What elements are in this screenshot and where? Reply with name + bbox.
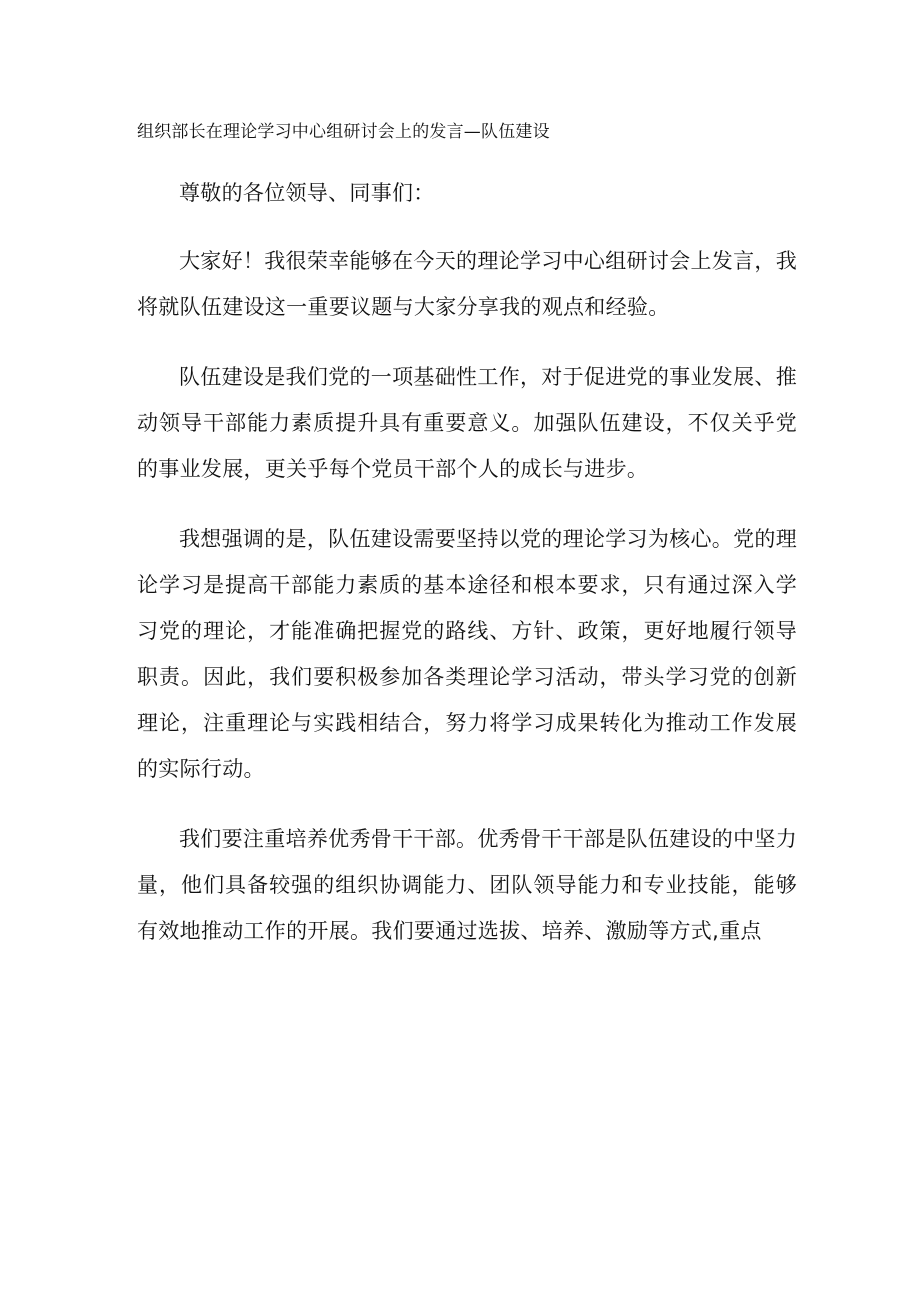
document-body [137, 170, 797, 978]
paragraph-team-building-importance: 队伍建设是我们党的一项基础性工作，对于促进党的事业发展、推动领导干部能力素质提升具有重要意义。加强队伍建设，不仅关乎党的事业发展，更关乎每个党员干部个人的成长与进步。 [137, 365, 797, 481]
paragraph-backbone-cadres: 我们要注重培养优秀骨干干部。优秀骨干干部是队伍建设的中坚力量，他们具备较强的组织协调能力、团队领导能力和专业技能，能够有效地推动工作的开展。我们要通过选拔、培养、激励等方式,重点 [137, 827, 797, 943]
document-title: 组织部长在理论学习中心组研讨会上的发言—队伍建设 [137, 122, 550, 142]
paragraph-theory-study: 我想强调的是，队伍建设需要坚持以党的理论学习为核心。党的理论学习是提高干部能力素质的基本途径和根本要求，只有通过深入学习党的理论，才能准确把握党的路线、方针、政策，更好地履行领导职责。因此，我们要积极参加各类理论学习活动，带头学习党的创新理论，注重理论与实践相结合，努力将学习成果转化为推动工作发展的实际行动。 [137, 527, 797, 781]
paragraph-greeting: 大家好！我很荣幸能够在今天的理论学习中心组研讨会上发言，我将就队伍建设这一重要议题与大家分享我的观点和经验。 [137, 249, 797, 319]
paragraph-salutation: 尊敬的各位领导、同事们： [179, 181, 435, 205]
